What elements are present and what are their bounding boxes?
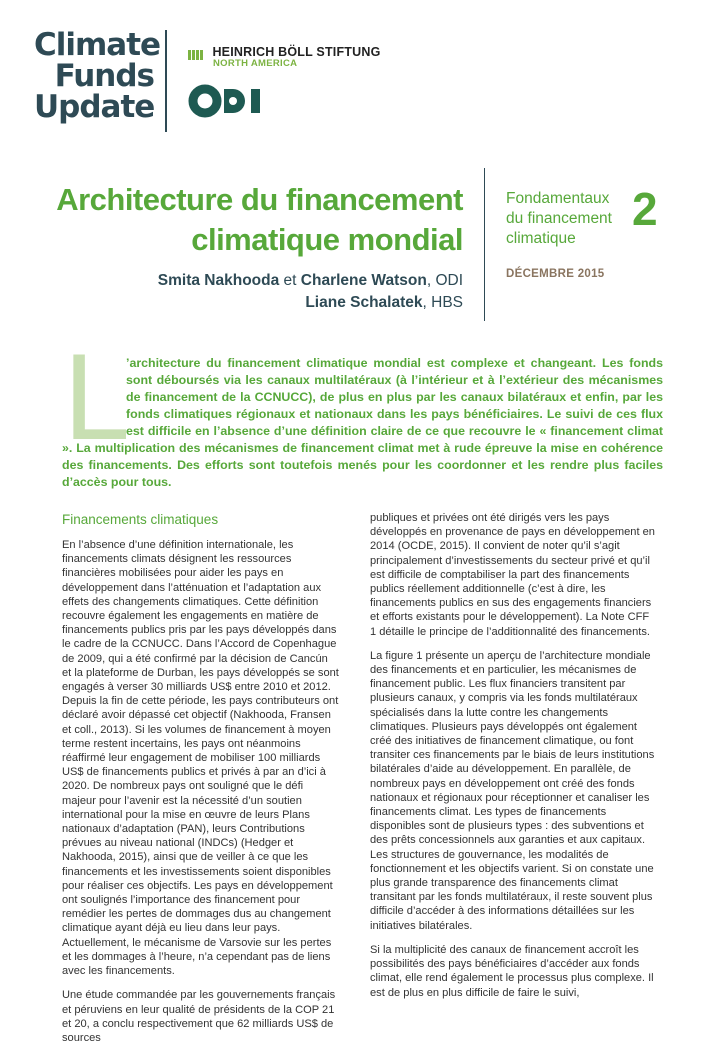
hbs-name: HEINRICH BÖLL STIFTUNG <box>212 44 381 59</box>
title-line-1: Architecture du financement <box>56 182 463 217</box>
brand-line-1: Climate <box>34 27 161 63</box>
body-column-left <box>62 511 340 1055</box>
climate-funds-update-logo <box>34 27 161 125</box>
intro-paragraph <box>62 355 663 491</box>
author-3: Liane Schalatek <box>305 294 423 311</box>
title-divider <box>484 168 485 321</box>
author-affiliation-2: , HBS <box>422 294 463 311</box>
author-1: Smita Nakhooda <box>157 272 280 289</box>
body-paragraph: Si la multiplicité des canaux de financement accroît les possibilités des pays bénéficiaires d’accéder aux fonds climat, elle rend également le processus plus complexe. Il est de plus en plus difficile de faire le suivi, <box>370 943 654 999</box>
authors-line-1 <box>40 270 463 292</box>
author-affiliation-1: , ODI <box>426 272 463 289</box>
series-line-3: climatique <box>506 230 576 247</box>
hbs-bars-icon <box>188 47 208 57</box>
series-line-1: Fondamentaux <box>506 190 610 207</box>
body-column-right <box>370 511 658 1010</box>
body-paragraph: La figure 1 présente un aperçu de l’architecture mondiale des financements et en particulier, les mécanismes de financement public. Les flux financiers transitent par plusieurs canaux, y compris via les fonds multilatéraux spécialisés dans la lutte contre les changements climatiques. Plusieurs pays développés ont également créé des initiatives de financement climatique, ou font transiter ces financements par le biais de leurs institutions bilatérales d’aide au développement. En parallèle, de nombreux pays en développement ont créé des fonds nationaux et régionaux pour réceptionner et canaliser les financements climat. Les types de financements disponibles sont de plusieurs types : des subventions et des prêts concessionnels aux garanties et aux capitaux. Les structures de gouvernance, les modalités de fonctionnement et les objectifs varient. Si on constate une plus grande transparence des financements climat transitant par les fonds multilatéraux, il reste souvent plus difficile d’accéder à des informations détaillées sur les initiatives bilatérales. <box>370 649 655 932</box>
publication-date: DÉCEMBRE 2015 <box>506 268 605 280</box>
odi-logo <box>188 84 262 123</box>
authors <box>40 270 463 314</box>
body-paragraph: En l’absence d’une définition internationale, les financements climats désignent les ressources financières mobilisées pour aider les pays en développement dans l’atténuation et l’adaptation aux effets des changements climatiques. Cette définition recouvre également les engagements en matière de financements publics pris par les pays développés dans le cadre de la CCNUCC. Dans l’Accord de Copenhague de 2009, qui a été confirmé par la décision de Cancún et la plateforme de Durban, les pays développés se sont engagés à verser 30 milliards US$ entre 2010 et 2012. Depuis la fin de cette période, les pays contributeurs ont déclaré avoir dépassé cet objectif (Nakhooda, Fransen et coll., 2013). Si les volumes de financement à moyen terme restent incertains, les pays ont néanmoins réaffirmé leur engagement de mobiliser 100 milliards US$ de financements publics et privés à par an d’ici à 2020. De nombreux pays ont souligné que le défi majeur pour l’avenir est la nécessité d’un soutien international pour la mise en œuvre de leurs Plans nationaux d’adaptation (PAN), leurs Contributions prévues au niveau national (INDCs) (Hedger et Nakhooda, 2015), ainsi que de veiller à ce que les financements et les investissements soient disponibles pour réaliser ces objectifs. Les pays en développement ont soulignés l’importance des financement pour remédier les pertes de dommages dus au changement climatique ayant déjà eu lieu dans leur pays. Actuellement, le mécanisme de Varsovie sur les pertes et les dommages à l’heure, n’a cependant pas de liens avec les financements. <box>62 539 339 978</box>
title-line-2: climatique mondial <box>191 222 463 257</box>
intro-text: ’architecture du financement climatique mondial est complexe et changeant. Les fonds sont déboursés via les canaux multilatéraux (à l’intérieur et à l’extérieur des mécanismes de financement de la CCNUCC), de plus en plus par les canaux bilatéraux et enfin, par les fonds climatiques régionaux et nationaux dans les pays bénéficiaires. Le suivi de ces flux est difficile en l’absence d’une définition claire de ce que recouvre le « financement climat ». La multiplication des mécanismes de financement climat met à rude épreuve la mise en cohérence des financements. Des efforts sont toutefois menés pour les coordonner et les rendre plus faciles d’accès pour tous. <box>62 356 663 489</box>
odi-logo-icon <box>188 84 262 118</box>
series-name <box>506 189 612 249</box>
body-paragraph: Une étude commandée par les gouvernements français et péruviens en leur qualité de présidents de la COP 21 et 20, a conclu respectivement que 62 milliards US$ de sources <box>62 989 336 1044</box>
series-number: 2 <box>632 183 658 235</box>
author-connector: et <box>279 272 301 289</box>
brand-line-3: Update <box>34 89 155 125</box>
series-line-2: du financement <box>506 210 612 227</box>
page-title <box>40 180 463 260</box>
author-2: Charlene Watson <box>300 272 427 289</box>
drop-cap: L <box>62 332 127 467</box>
brand-line-2: Funds <box>54 58 154 94</box>
hbs-subtitle: NORTH AMERICA <box>213 58 298 69</box>
section-heading: Financements climatiques <box>62 512 219 527</box>
body-paragraph: publiques et privées ont été dirigés vers les pays développés en provenance de pays en développement en 2014 (OCDE, 2015). Il convient de noter qu’il s’agit principalement d’investissements du secteur privé et qu’il est difficile de comptabiliser la part des financements publics réellement additionnelle (c’est à dire, les financements publics en sus des engagements financiers et efforts existants pour le développement). La Note CFF 1 détaille le principe de l’additionnalité des financements. <box>370 512 655 638</box>
drop-cap-spacer <box>62 355 126 440</box>
brand-divider <box>165 30 167 132</box>
authors-line-2 <box>40 292 463 314</box>
